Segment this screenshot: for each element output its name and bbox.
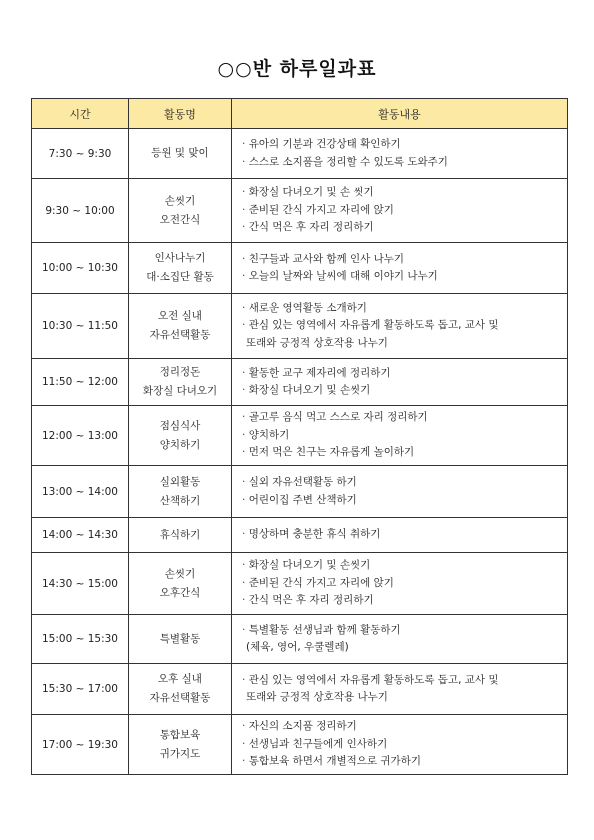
content-line: (체육, 영어, 우쿨렐레) [246, 641, 349, 653]
row-time: 14:00 ~ 14:30 [32, 518, 129, 553]
activity-name: 오후간식 [159, 586, 201, 599]
row-content [232, 294, 568, 359]
row-activity [129, 615, 232, 664]
content-line: · 통합보육 하면서 개별적으로 귀가하기 [242, 753, 567, 771]
row-content [232, 518, 568, 553]
row-time: 17:00 ~ 19:30 [32, 715, 129, 775]
content-line: · 선생님과 친구들에게 인사하기 [242, 736, 567, 754]
content-line: · 자신의 소지품 정리하기 [242, 718, 567, 736]
activity-name: 오후 실내 [158, 673, 202, 685]
table-row [32, 715, 568, 775]
content-line: · 관심 있는 영역에서 자유롭게 활동하도록 돕고, 교사 및 [242, 317, 567, 335]
row-activity [129, 664, 232, 715]
content-line: · 골고루 음식 먹고 스스로 자리 정리하기 [242, 409, 567, 427]
activity-name: 인사나누기 [154, 252, 206, 264]
row-activity [129, 294, 232, 359]
activity-name: 손씻기 [164, 194, 196, 207]
content-line: 또래와 긍정적 상호작용 나누기 [246, 691, 388, 703]
table-row [32, 179, 568, 243]
content-line: · 간식 먹은 후 자리 정리하기 [242, 219, 567, 237]
header-content: 활동내용 [232, 99, 568, 129]
activity-name: 정리정돈 [159, 366, 201, 378]
row-activity [129, 466, 232, 518]
activity-name: 통합보육 [159, 728, 201, 741]
content-line: · 준비된 간식 가지고 자리에 앉기 [242, 202, 567, 220]
activity-name: 자유선택활동 [149, 329, 211, 341]
activity-name: 귀가지도 [159, 747, 201, 760]
row-content [232, 466, 568, 518]
header-time: 시간 [32, 99, 129, 129]
row-activity [129, 179, 232, 243]
content-line: · 양치하기 [242, 427, 567, 445]
content-line: · 화장실 다녀오기 및 손씻기 [242, 382, 567, 400]
content-line: · 명상하며 충분한 휴식 취하기 [242, 526, 567, 544]
row-time: 13:00 ~ 14:00 [32, 466, 129, 518]
content-line: · 준비된 간식 가지고 자리에 앉기 [242, 575, 567, 593]
table-row [32, 129, 568, 179]
activity-name: 오전 실내 [158, 310, 202, 322]
content-line: · 어린이집 주변 산책하기 [242, 492, 567, 510]
content-line: · 새로운 영역활동 소개하기 [242, 300, 567, 318]
row-activity [129, 129, 232, 179]
table-row [32, 664, 568, 715]
activity-name: 특별활동 [159, 632, 201, 645]
content-line: · 활동한 교구 제자리에 정리하기 [242, 365, 567, 383]
table-row [32, 294, 568, 359]
activity-name: 오전간식 [159, 213, 201, 226]
row-content [232, 664, 568, 715]
row-time: 14:30 ~ 15:00 [32, 553, 129, 615]
activity-name: 점심식사 [159, 419, 201, 432]
content-line: · 특별활동 선생님과 함께 활동하기 [242, 622, 567, 640]
content-line: · 화장실 다녀오기 및 손 씻기 [242, 184, 567, 202]
row-time: 9:30 ~ 10:00 [32, 179, 129, 243]
row-time: 10:00 ~ 10:30 [32, 243, 129, 294]
table-row [32, 359, 568, 406]
table-header-row [32, 99, 568, 129]
content-line: · 간식 먹은 후 자리 정리하기 [242, 592, 567, 610]
row-time: 15:30 ~ 17:00 [32, 664, 129, 715]
table-row [32, 615, 568, 664]
row-time: 7:30 ~ 9:30 [32, 129, 129, 179]
content-line: · 먼저 먹은 친구는 자유롭게 놀이하기 [242, 444, 567, 462]
activity-name: 대·소집단 활동 [146, 271, 214, 283]
table-row [32, 553, 568, 615]
row-time: 11:50 ~ 12:00 [32, 359, 129, 406]
content-line: · 화장실 다녀오기 및 손씻기 [242, 557, 567, 575]
content-line: · 유아의 기분과 건강상태 확인하기 [242, 136, 567, 154]
activity-name: 양치하기 [159, 438, 201, 451]
row-time: 12:00 ~ 13:00 [32, 406, 129, 466]
content-line: 또래와 긍정적 상호작용 나누기 [246, 336, 388, 349]
row-activity [129, 359, 232, 406]
activity-name: 휴식하기 [159, 528, 201, 541]
table-row [32, 466, 568, 518]
row-content [232, 359, 568, 406]
activity-name: 손씻기 [164, 567, 196, 580]
activity-name: 화장실 다녀오기 [142, 385, 218, 397]
table-row [32, 518, 568, 553]
row-time: 15:00 ~ 15:30 [32, 615, 129, 664]
row-content [232, 129, 568, 179]
row-activity [129, 553, 232, 615]
row-content [232, 553, 568, 615]
header-activity: 활동명 [129, 99, 232, 129]
row-activity [129, 406, 232, 466]
table-row [32, 243, 568, 294]
daily-schedule-table [31, 98, 568, 775]
row-content [232, 179, 568, 243]
table-body [32, 129, 568, 775]
row-activity [129, 243, 232, 294]
table-row [32, 406, 568, 466]
activity-name: 등원 및 맞이 [151, 147, 209, 159]
content-line: · 관심 있는 영역에서 자유롭게 활동하도록 돕고, 교사 및 [242, 672, 567, 690]
row-content [232, 243, 568, 294]
content-line: · 실외 자유선택활동 하기 [242, 474, 567, 492]
row-activity [129, 518, 232, 553]
row-content [232, 615, 568, 664]
content-line: · 오늘의 날짜와 날씨에 대해 이야기 나누기 [242, 268, 567, 286]
activity-name: 자유선택활동 [149, 692, 211, 704]
row-content [232, 406, 568, 466]
activity-name: 실외활동 [159, 475, 201, 488]
row-activity [129, 715, 232, 775]
row-time: 10:30 ~ 11:50 [32, 294, 129, 359]
activity-name: 산책하기 [159, 494, 201, 507]
content-line: · 친구들과 교사와 함께 인사 나누기 [242, 251, 567, 269]
content-line: · 스스로 소지품을 정리할 수 있도록 도와주기 [242, 154, 567, 172]
row-content [232, 715, 568, 775]
page-title: ○○반 하루일과표 [217, 58, 377, 80]
